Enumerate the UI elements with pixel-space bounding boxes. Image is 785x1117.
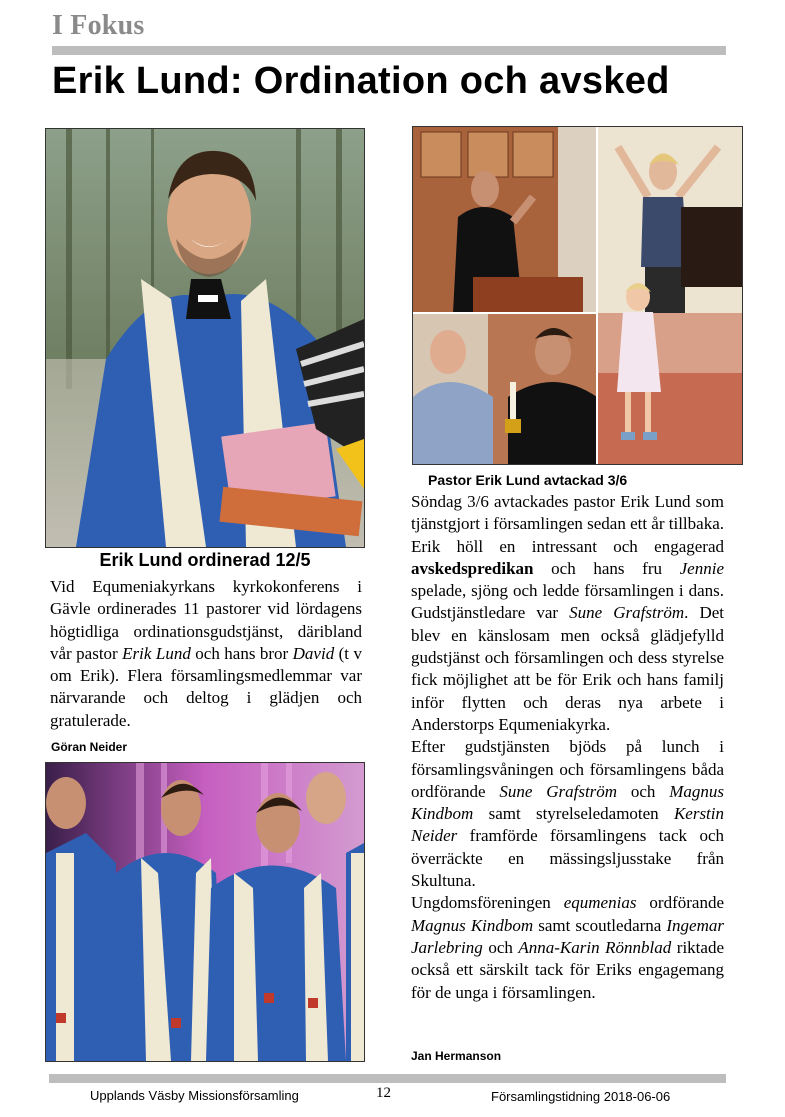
headline: Erik Lund: Ordination och avsked [52, 60, 670, 102]
text-run: Efter gudstjänsten bjöds på lunch i församlingsvåningen och församlingens båda ordförande [411, 737, 724, 801]
photo-ordination-group [45, 762, 365, 1062]
text-run: Magnus Kindbom [411, 915, 534, 935]
text-run: och [482, 937, 519, 957]
text-run: och hans fru [533, 558, 680, 578]
text-run: equmenias [563, 893, 637, 913]
text-run: riktade också ett särskilt tack för Eriks engagemang för de unga i församlingen. [411, 937, 724, 1002]
farewell-paragraph-2 [411, 736, 724, 892]
article-ordination-text [50, 576, 362, 732]
text-run: samt styrelseledamoten [473, 804, 674, 824]
text-run: framförde församlingens tack och överräckte en mässingsljusstake från Skultuna. [411, 826, 724, 891]
photo-erik-ordination [45, 128, 365, 548]
header-rule [52, 46, 726, 55]
caption-ordination: Erik Lund ordinerad 12/5 [99, 550, 311, 570]
page-number: 12 [376, 1085, 391, 1101]
text-run: och [617, 781, 670, 801]
text-run: Magnus Kindbom [411, 781, 724, 824]
text-run: Vid Equmeniakyrkans kyrkokonferens i Gävle ordinerades 11 pastorer vid lördagens högtidliga ordinationsgudstjänst, däribland vår pastor [50, 577, 362, 663]
text-run: Ingemar Jarlebring [411, 915, 724, 957]
text-run: samt scoutledarna [533, 915, 667, 935]
text-run: och hans bror [190, 643, 293, 663]
caption-farewell: Pastor Erik Lund avtackad 3/6 [428, 472, 628, 488]
text-run: (t v om Erik). Flera församlingsmedlemmar var närvarande och deltog i glädjen och gratulerade. [50, 643, 362, 730]
text-run: spelade, sjöng och ledde församlingen i dans. Gudstjänstledare var [411, 581, 724, 623]
footer-publication-date: Församlingstidning 2018-06-06 [491, 1089, 671, 1104]
text-run: Sune Grafström [569, 603, 685, 623]
byline-farewell: Jan Hermanson [411, 1049, 502, 1063]
text-run: avskedspredikan [411, 558, 534, 578]
section-label: I Fokus [52, 10, 145, 41]
text-run: Ungdomsföreningen [411, 893, 564, 913]
text-run: Anna-Karin Rönnblad [518, 937, 672, 957]
footer-rule [49, 1074, 726, 1083]
photo-erik-ordination-image [46, 129, 364, 547]
text-run: Jennie [679, 558, 724, 578]
text-run: Kerstin Neider [411, 804, 724, 846]
photo-ordination-group-image [46, 763, 364, 1061]
text-run: David [292, 643, 335, 663]
text-run: ordförande [636, 893, 724, 913]
farewell-paragraph-3 [411, 892, 724, 1003]
text-run: Erik Lund [122, 643, 191, 663]
text-run: Sune Grafström [499, 781, 618, 801]
footer-organization: Upplands Väsby Missionsförsamling [90, 1088, 299, 1103]
article-farewell-text [411, 491, 724, 1004]
byline-ordination: Göran Neider [51, 740, 128, 754]
text-run: . Det blev en känslosam men också glädjefylld gudstjänst och församlingen och dess styrelse fick möjlighet att be för Erik och hans familj inför flytten och deras nya arbete i Anderstorps Equmeniakyrka. [411, 603, 724, 734]
photo-farewell-collage-image [413, 127, 742, 464]
text-run: Söndag 3/6 avtackades pastor Erik Lund som tjänstgjort i församlingen sedan ett år tillbaka. Erik höll en intressant och engagerad [411, 492, 724, 556]
farewell-paragraph-1 [411, 491, 724, 736]
ordination-paragraph [50, 576, 362, 732]
photo-farewell-collage [412, 126, 743, 465]
